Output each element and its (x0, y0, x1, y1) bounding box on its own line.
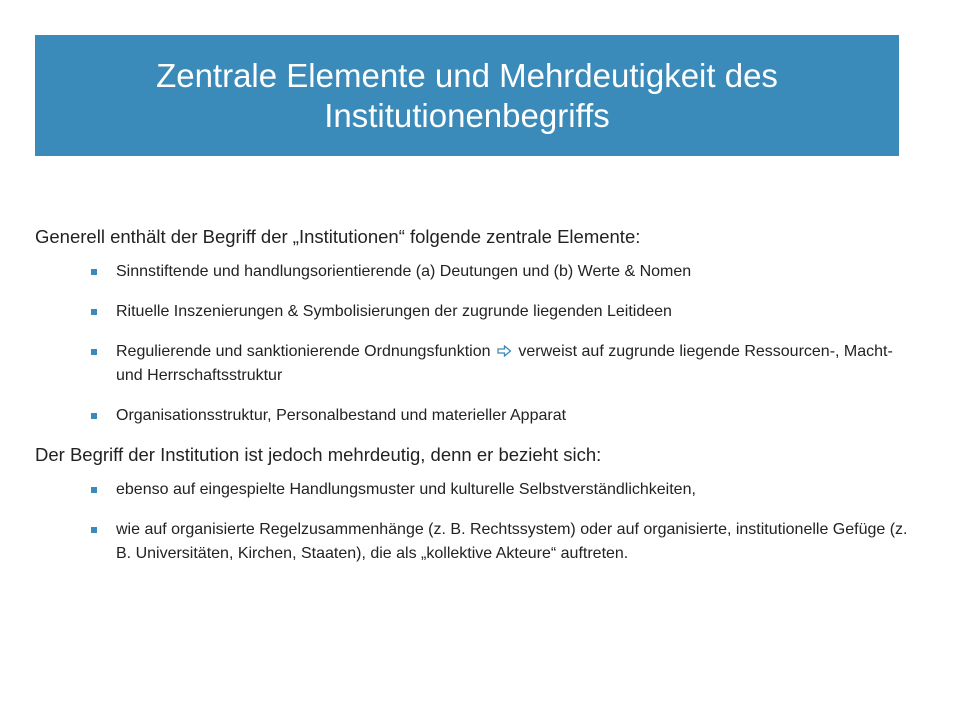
section1-intro: Generell enthält der Begriff der „Institutionen“ folgende zentrale Elemente: (35, 226, 641, 247)
slide-content (35, 224, 915, 566)
square-bullet-icon (91, 269, 97, 275)
list-item (91, 518, 915, 566)
list-item-text-after: verweist auf zugrunde liegende Ressourcen-, Macht- und Herrschaftsstruktur (116, 343, 893, 384)
list-item (91, 404, 915, 428)
list-item (91, 260, 915, 284)
square-bullet-icon (91, 413, 97, 419)
square-bullet-icon (91, 487, 97, 493)
list-item-text-before: Regulierende und sanktionierende Ordnungsfunktion (116, 343, 491, 360)
list-item (91, 340, 915, 388)
outline-arrow-right-icon (497, 345, 512, 357)
list-item-text: wie auf organisierte Regelzusammenhänge (z. B. Rechtssystem) oder auf organisierte, institutionelle Gefüge (z. B. Universitäten, Kirchen, Staaten), die als „kollektive Akteure“ auftreten. (116, 521, 908, 562)
square-bullet-icon (91, 527, 97, 533)
section2-intro: Der Begriff der Institution ist jedoch mehrdeutig, denn er bezieht sich: (35, 444, 602, 465)
list-item-text: Rituelle Inszenierungen & Symbolisierungen der zugrunde liegenden Leitideen (116, 303, 672, 320)
list-item-text: Organisationsstruktur, Personalbestand und materieller Apparat (116, 407, 567, 424)
list-item (91, 478, 915, 502)
section1-bullet-list (35, 260, 915, 428)
list-item-text: Sinnstiftende und handlungsorientierende (a) Deutungen und (b) Werte & Nomen (116, 263, 692, 280)
square-bullet-icon (91, 349, 97, 355)
list-item-text: ebenso auf eingespielte Handlungsmuster und kulturelle Selbstverständlichkeiten, (116, 481, 696, 498)
section2-bullet-list (35, 478, 915, 566)
slide-title: Zentrale Elemente und Mehrdeutigkeit des Institutionenbegriffs (156, 56, 778, 134)
square-bullet-icon (91, 309, 97, 315)
title-banner (35, 35, 899, 156)
list-item (91, 300, 915, 324)
